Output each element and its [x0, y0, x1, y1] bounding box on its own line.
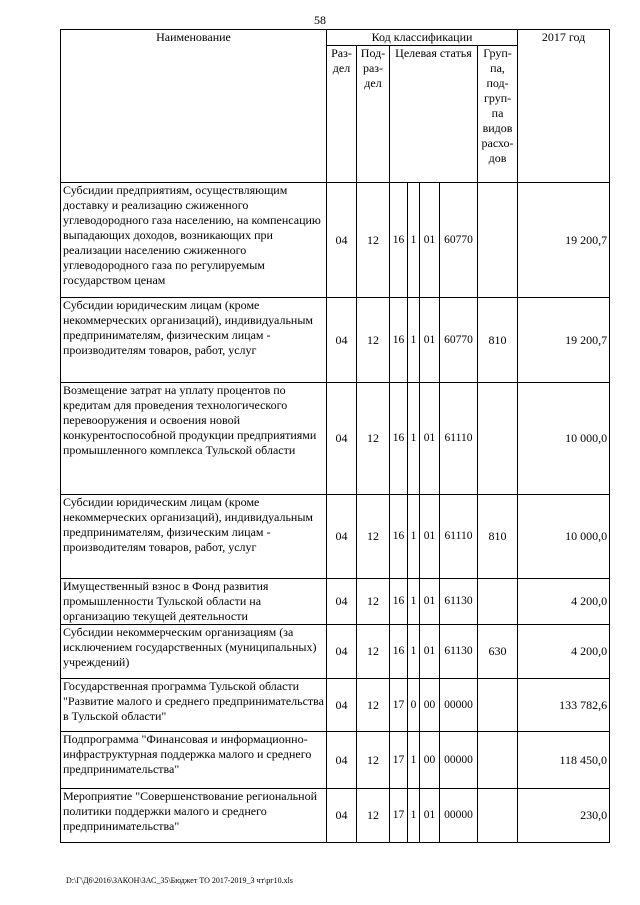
- row-target-2: 1: [408, 579, 420, 625]
- row-name: Государственная программа Тульской области "Развитие малого и среднего предпринимательства в Тульской области": [61, 679, 327, 732]
- table-row: [61, 579, 610, 625]
- row-target-3: 01: [420, 183, 440, 298]
- header-razdel: Раз- дел: [327, 46, 357, 183]
- row-name: Мероприятие "Совершенствование региональной политики поддержки малого и среднего предпринимательства": [61, 789, 327, 843]
- row-target-1: 16: [390, 579, 408, 625]
- row-target-4: 61110: [440, 383, 478, 495]
- row-target-1: 17: [390, 679, 408, 732]
- row-target-4: 60770: [440, 298, 478, 383]
- row-target-2: 1: [408, 183, 420, 298]
- row-group: [478, 732, 518, 789]
- header-name: Наименование: [61, 30, 327, 183]
- row-podrazdel: 12: [357, 579, 390, 625]
- row-target-4: 00000: [440, 789, 478, 843]
- row-target-3: 01: [420, 789, 440, 843]
- table-row: [61, 383, 610, 495]
- row-target-1: 17: [390, 732, 408, 789]
- row-target-4: 60770: [440, 183, 478, 298]
- row-razdel: 04: [327, 579, 357, 625]
- row-name: Субсидии юридическим лицам (кроме некоммерческих организаций), индивидуальным предпринимателям, физическим лицам - производителям товаров, работ, услуг: [61, 298, 327, 383]
- row-target-2: 1: [408, 732, 420, 789]
- table-row: [61, 679, 610, 732]
- row-target-4: 61130: [440, 625, 478, 679]
- row-name: Подпрограмма "Финансовая и информационно-инфраструктурная поддержка малого и среднего предпринимательства": [61, 732, 327, 789]
- row-podrazdel: 12: [357, 383, 390, 495]
- row-target-2: 0: [408, 679, 420, 732]
- row-target-2: 1: [408, 789, 420, 843]
- row-group: 810: [478, 298, 518, 383]
- row-podrazdel: 12: [357, 789, 390, 843]
- row-target-2: 1: [408, 495, 420, 579]
- row-group: 810: [478, 495, 518, 579]
- row-amount: 230,0: [518, 789, 610, 843]
- row-amount: 10 000,0: [518, 495, 610, 579]
- header-year: 2017 год: [518, 30, 610, 183]
- row-target-1: 16: [390, 183, 408, 298]
- row-target-4: 61110: [440, 495, 478, 579]
- row-group: [478, 679, 518, 732]
- row-podrazdel: 12: [357, 495, 390, 579]
- page-number: 58: [314, 13, 326, 27]
- row-target-4: 00000: [440, 679, 478, 732]
- table-row: [61, 789, 610, 843]
- row-razdel: 04: [327, 495, 357, 579]
- row-amount: 4 200,0: [518, 579, 610, 625]
- row-group: [478, 579, 518, 625]
- row-podrazdel: 12: [357, 679, 390, 732]
- row-target-2: 1: [408, 383, 420, 495]
- row-podrazdel: 12: [357, 298, 390, 383]
- row-amount: 4 200,0: [518, 625, 610, 679]
- row-name: Имущественный взнос в Фонд развития промышленности Тульской области на организацию текущей деятельности: [61, 579, 327, 625]
- row-target-3: 01: [420, 625, 440, 679]
- table-row: [61, 732, 610, 789]
- row-target-1: 16: [390, 495, 408, 579]
- row-target-3: 01: [420, 383, 440, 495]
- row-razdel: 04: [327, 789, 357, 843]
- row-group: [478, 383, 518, 495]
- table-row: [61, 298, 610, 383]
- row-razdel: 04: [327, 383, 357, 495]
- row-amount: 118 450,0: [518, 732, 610, 789]
- row-amount: 19 200,7: [518, 183, 610, 298]
- row-podrazdel: 12: [357, 732, 390, 789]
- table-row: [61, 183, 610, 298]
- row-name: Возмещение затрат на уплату процентов по кредитам для проведения технологического перевооружения и освоения новой конкурентоспособной продукции предприятиями промышленного комплекса Тульской области: [61, 383, 327, 495]
- row-group: [478, 183, 518, 298]
- row-target-3: 01: [420, 298, 440, 383]
- row-target-3: 00: [420, 732, 440, 789]
- row-amount: 19 200,7: [518, 298, 610, 383]
- header-group: Груп- па, под- груп- па видов расхо- дов: [478, 46, 518, 183]
- row-amount: 133 782,6: [518, 679, 610, 732]
- table-row: [61, 495, 610, 579]
- row-target-1: 16: [390, 383, 408, 495]
- file-path-footer: D:\Г\Д6\2016\ЗАКОН\ЗАС_35\Бюджет ТО 2017-2019_3 чт\рг10.xls: [66, 876, 293, 885]
- row-name: Субсидии юридическим лицам (кроме некоммерческих организаций), индивидуальным предпринимателям, физическим лицам - производителям товаров, работ, услуг: [61, 495, 327, 579]
- header-code-group: Код классификации: [327, 30, 518, 46]
- row-name: Субсидии предприятиям, осуществляющим доставку и реализацию сжиженного углеводородного газа населению, на компенсацию выпадающих доходов, возникающих при реализации населению сжиженного углеводородного газа по регулируемым государством ценам: [61, 183, 327, 298]
- row-target-4: 61130: [440, 579, 478, 625]
- row-target-4: 00000: [440, 732, 478, 789]
- row-target-2: 1: [408, 625, 420, 679]
- row-razdel: 04: [327, 183, 357, 298]
- row-name: Субсидии некоммерческим организациям (за исключением государственных (муниципальных) учреждений): [61, 625, 327, 679]
- row-razdel: 04: [327, 298, 357, 383]
- budget-table: [60, 29, 610, 843]
- row-podrazdel: 12: [357, 625, 390, 679]
- table-row: [61, 625, 610, 679]
- row-amount: 10 000,0: [518, 383, 610, 495]
- row-razdel: 04: [327, 732, 357, 789]
- row-target-1: 16: [390, 625, 408, 679]
- row-razdel: 04: [327, 679, 357, 732]
- row-group: 630: [478, 625, 518, 679]
- row-podrazdel: 12: [357, 183, 390, 298]
- header-podrazdel: Под- раз- дел: [357, 46, 390, 183]
- row-target-3: 01: [420, 495, 440, 579]
- row-group: [478, 789, 518, 843]
- header-target: Целевая статья: [390, 46, 478, 183]
- row-target-1: 17: [390, 789, 408, 843]
- row-target-1: 16: [390, 298, 408, 383]
- row-target-2: 1: [408, 298, 420, 383]
- row-target-3: 01: [420, 579, 440, 625]
- row-razdel: 04: [327, 625, 357, 679]
- row-target-3: 00: [420, 679, 440, 732]
